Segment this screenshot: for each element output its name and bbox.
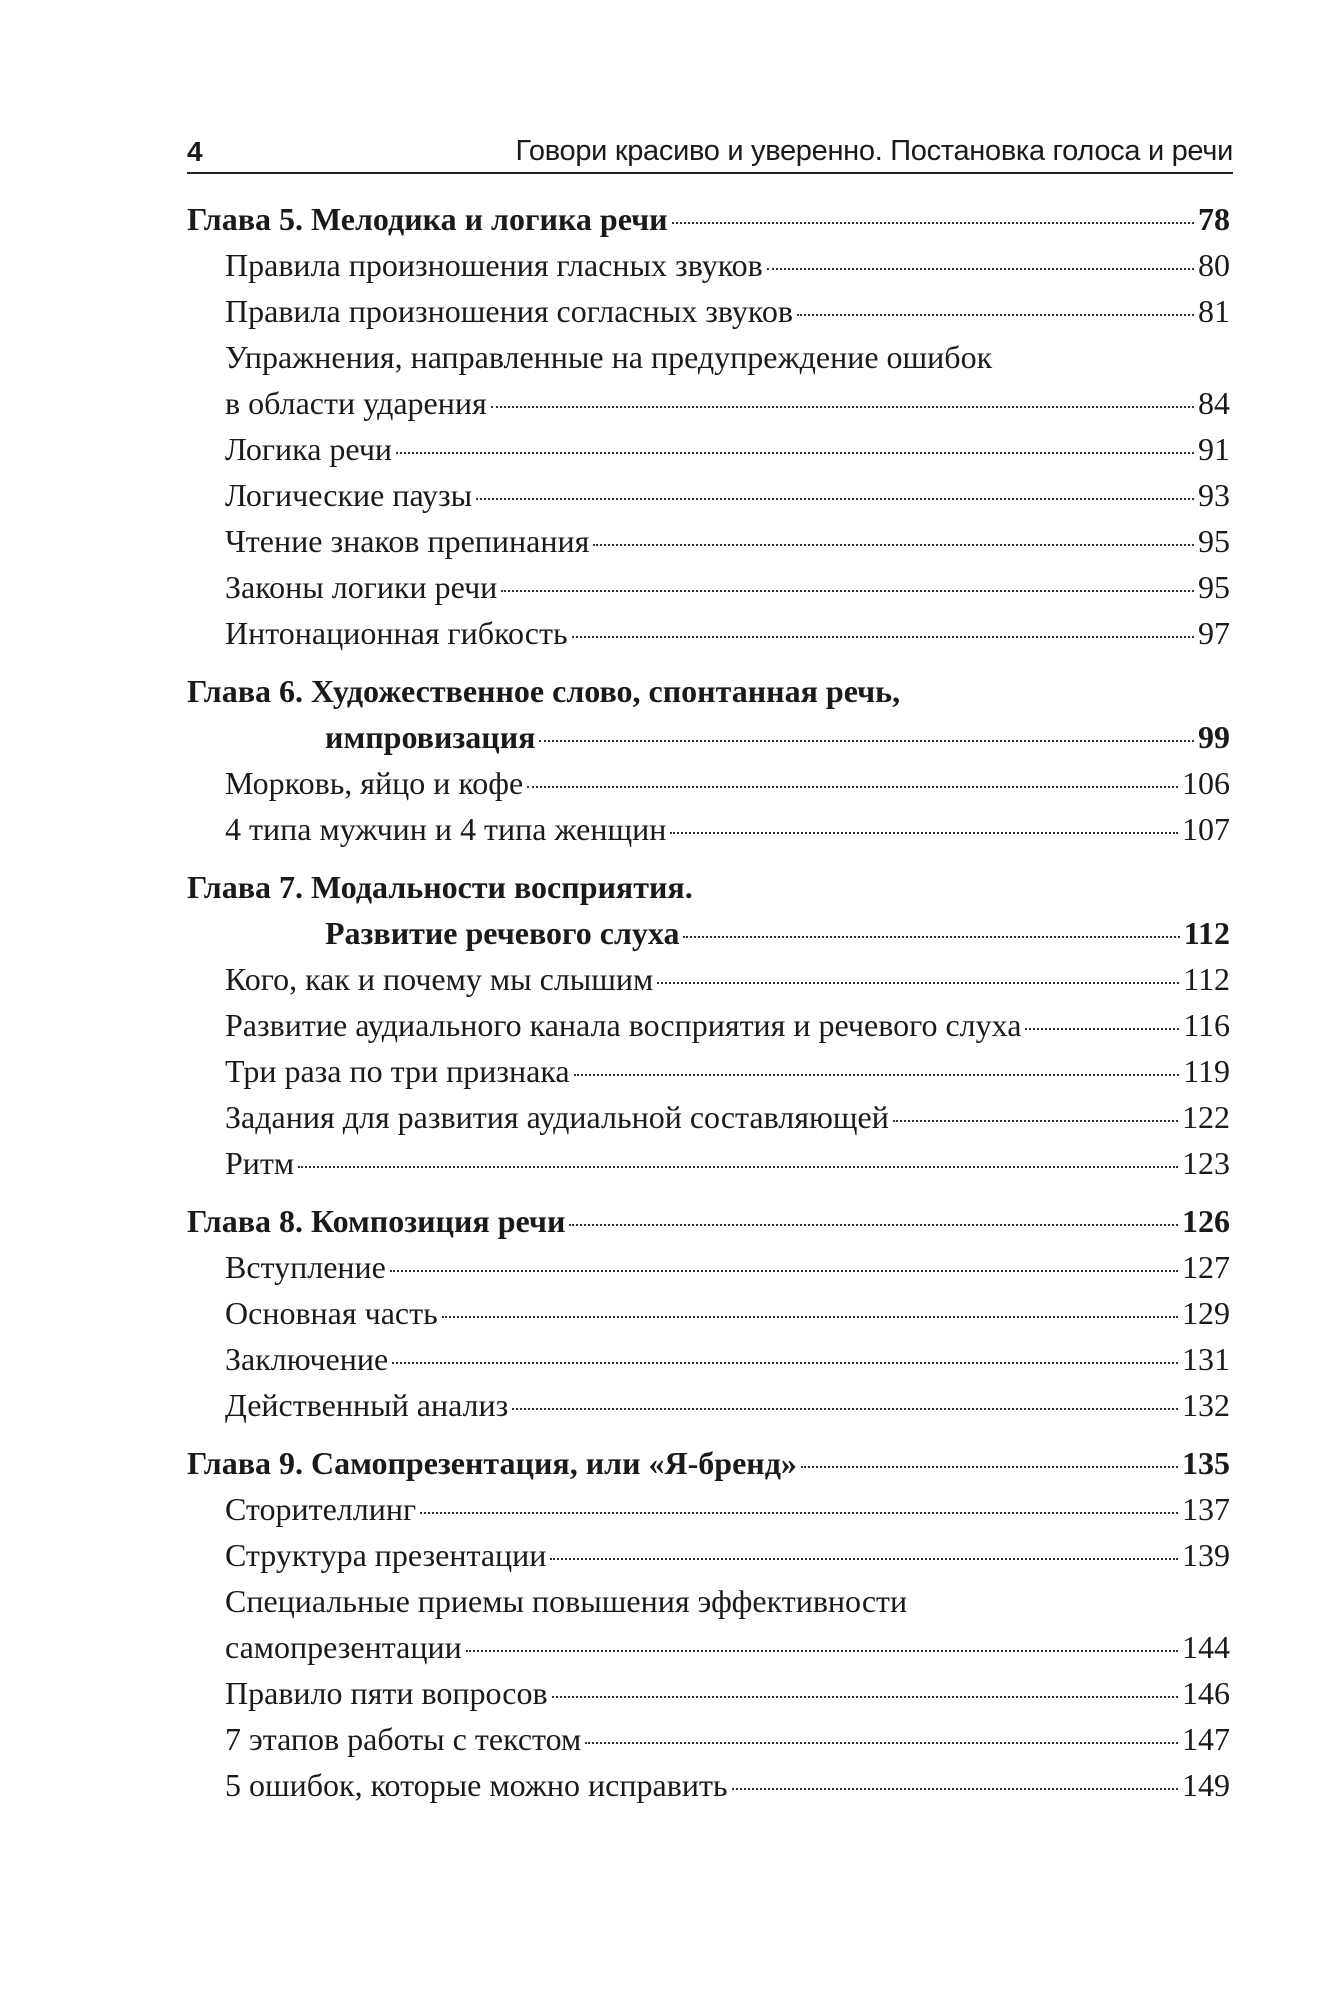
dot-leader — [585, 1742, 1178, 1744]
toc-section-title-line: Упражнения, направленные на предупреждение ошибок — [225, 339, 993, 375]
dot-leader — [672, 222, 1194, 224]
toc-chapter-title: Глава 9. Самопрезентация, или «Я-бренд» — [187, 1445, 797, 1481]
toc-page-number: 95 — [1198, 523, 1230, 559]
toc-chapter-title: импровизация — [325, 719, 536, 755]
running-header — [187, 132, 1233, 174]
page-number: 4 — [187, 136, 203, 167]
toc-chapter-title: Развитие речевого слуха — [325, 915, 680, 951]
dot-leader — [552, 1696, 1178, 1698]
toc-section — [187, 380, 1230, 426]
toc-section-title: Структура презентации — [225, 1537, 547, 1573]
dot-leader — [476, 498, 1194, 500]
dot-leader — [572, 636, 1194, 638]
dot-leader — [466, 1650, 1178, 1652]
toc-section-title: Основная часть — [225, 1295, 438, 1331]
toc-section — [187, 1486, 1230, 1532]
toc-section — [187, 288, 1230, 334]
dot-leader — [767, 268, 1194, 270]
toc-section — [187, 1532, 1230, 1578]
toc-section — [187, 1670, 1230, 1716]
toc-page-number: 106 — [1182, 765, 1230, 801]
toc-chapter-title: Глава 5. Мелодика и логика речи — [187, 201, 668, 237]
dot-leader — [593, 544, 1194, 546]
toc-page-number: 95 — [1198, 569, 1230, 605]
toc-page-number: 135 — [1182, 1445, 1230, 1481]
toc-section — [187, 610, 1230, 656]
toc-chapter — [187, 196, 1230, 242]
toc-chapter-title-line: Глава 6. Художественное слово, спонтанная речь, — [187, 673, 901, 709]
toc-section — [187, 1716, 1230, 1762]
dot-leader — [893, 1120, 1178, 1122]
dot-leader — [657, 982, 1179, 984]
toc-section-title: Кого, как и почему мы слышим — [225, 961, 654, 997]
toc-section-title-line: Специальные приемы повышения эффективности — [225, 1583, 908, 1619]
table-of-contents — [187, 196, 1230, 1808]
toc-section-title: Три раза по три признака — [225, 1053, 570, 1089]
dot-leader — [574, 1074, 1180, 1076]
toc-page-number: 81 — [1198, 293, 1230, 329]
toc-chapter — [187, 910, 1230, 956]
toc-section — [187, 1048, 1230, 1094]
toc-section — [187, 472, 1230, 518]
toc-section-title: самопрезентации — [225, 1629, 462, 1665]
toc-page-number: 144 — [1182, 1629, 1230, 1665]
toc-section-title: Вступление — [225, 1249, 386, 1285]
toc-section — [187, 1290, 1230, 1336]
toc-page-number: 127 — [1182, 1249, 1230, 1285]
toc-page-number: 112 — [1183, 961, 1230, 997]
toc-page-number: 78 — [1198, 201, 1230, 237]
toc-page-number: 116 — [1183, 1007, 1230, 1043]
toc-section — [187, 1002, 1230, 1048]
toc-section — [187, 956, 1230, 1002]
toc-page-number: 126 — [1182, 1203, 1230, 1239]
toc-section-title: Действенный анализ — [225, 1387, 509, 1423]
toc-chapter-title-line: Глава 7. Модальности восприятия. — [187, 869, 693, 905]
toc-page-number: 131 — [1182, 1341, 1230, 1377]
toc-section — [187, 1624, 1230, 1670]
running-title: Говори красиво и уверенно. Постановка голоса и речи — [515, 135, 1233, 167]
toc-page-number: 80 — [1198, 247, 1230, 283]
toc-section-title: Сторителлинг — [225, 1491, 417, 1527]
toc-section-title: в области ударения — [225, 385, 487, 421]
dot-leader — [396, 452, 1194, 454]
dot-leader — [390, 1270, 1178, 1272]
dot-leader — [801, 1466, 1178, 1468]
dot-leader — [442, 1316, 1178, 1318]
toc-section-title: Правила произношения гласных звуков — [225, 247, 763, 283]
toc-chapter — [187, 1198, 1230, 1244]
toc-section-title: Развитие аудиального канала восприятия и речевого слуха — [225, 1007, 1022, 1043]
dot-leader — [670, 832, 1178, 834]
toc-section — [187, 518, 1230, 564]
toc-chapter — [187, 1440, 1230, 1486]
toc-page-number: 132 — [1182, 1387, 1230, 1423]
toc-section-title: Интонационная гибкость — [225, 615, 568, 651]
toc-section-title: Логические паузы — [225, 477, 473, 513]
toc-section — [187, 1762, 1230, 1808]
toc-section-title: 4 типа мужчин и 4 типа женщин — [225, 811, 667, 847]
toc-section — [187, 1244, 1230, 1290]
toc-section-title: Ритм — [225, 1145, 295, 1181]
dot-leader — [491, 406, 1194, 408]
toc-section — [187, 760, 1230, 806]
toc-page-number: 122 — [1182, 1099, 1230, 1135]
toc-section — [187, 1382, 1230, 1428]
dot-leader — [512, 1408, 1178, 1410]
dot-leader — [1025, 1028, 1179, 1030]
toc-section — [187, 806, 1230, 852]
toc-section — [187, 242, 1230, 288]
toc-page-number: 149 — [1182, 1767, 1230, 1803]
toc-page-number: 147 — [1182, 1721, 1230, 1757]
toc-page-number: 112 — [1183, 915, 1230, 951]
toc-section — [187, 564, 1230, 610]
dot-leader — [569, 1224, 1178, 1226]
dot-leader — [550, 1558, 1178, 1560]
dot-leader — [683, 936, 1179, 938]
toc-section-title: Заключение — [225, 1341, 389, 1377]
toc-chapter-title: Глава 8. Композиция речи — [187, 1203, 566, 1239]
toc-page-number: 123 — [1182, 1145, 1230, 1181]
dot-leader — [501, 590, 1194, 592]
dot-leader — [539, 740, 1194, 742]
toc-section-title: Чтение знаков препинания — [225, 523, 590, 559]
toc-section-title: Правила произношения согласных звуков — [225, 293, 793, 329]
toc-page-number: 84 — [1198, 385, 1230, 421]
toc-section — [187, 1140, 1230, 1186]
dot-leader — [797, 314, 1194, 316]
toc-page-number: 93 — [1198, 477, 1230, 513]
toc-section-title: Морковь, яйцо и кофе — [225, 765, 524, 801]
toc-page-number: 97 — [1198, 615, 1230, 651]
toc-page-number: 137 — [1182, 1491, 1230, 1527]
dot-leader — [420, 1512, 1178, 1514]
toc-section-title: 7 этапов работы с текстом — [225, 1721, 582, 1757]
dot-leader — [392, 1362, 1178, 1364]
toc-page-number: 139 — [1182, 1537, 1230, 1573]
toc-page-number: 99 — [1198, 719, 1230, 755]
toc-page-number: 119 — [1183, 1053, 1230, 1089]
toc-page-number: 91 — [1198, 431, 1230, 467]
toc-section — [187, 426, 1230, 472]
toc-page-number: 107 — [1182, 811, 1230, 847]
toc-section-title: 5 ошибок, которые можно исправить — [225, 1767, 728, 1803]
toc-page-number: 146 — [1182, 1675, 1230, 1711]
dot-leader — [732, 1788, 1178, 1790]
toc-chapter — [187, 714, 1230, 760]
dot-leader — [527, 786, 1178, 788]
toc-section-title: Задания для развития аудиальной составляющей — [225, 1099, 889, 1135]
toc-section — [187, 1336, 1230, 1382]
toc-section — [187, 1094, 1230, 1140]
toc-section-title: Логика речи — [225, 431, 393, 467]
toc-page-number: 129 — [1182, 1295, 1230, 1331]
dot-leader — [298, 1166, 1178, 1168]
toc-section-title: Правило пяти вопросов — [225, 1675, 548, 1711]
toc-section-title: Законы логики речи — [225, 569, 498, 605]
